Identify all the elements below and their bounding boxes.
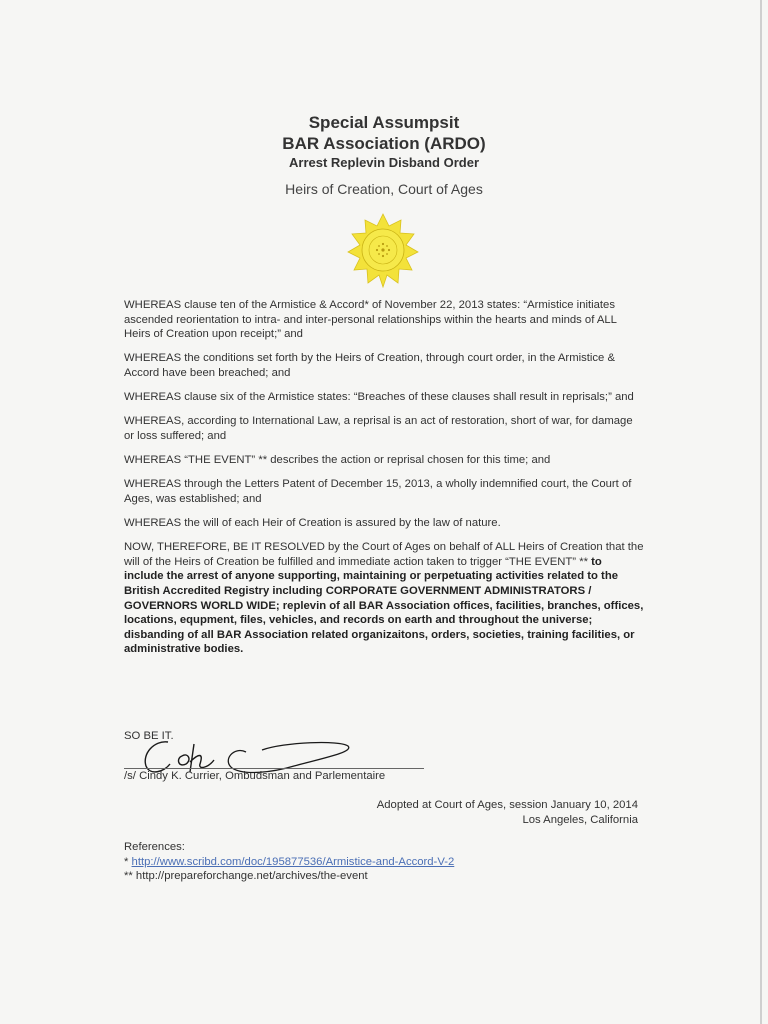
references-heading: References: (124, 841, 185, 853)
reference-1 (124, 855, 454, 870)
reference-1-link[interactable]: http://www.scribd.com/doc/195877536/Armistice-and-Accord-V-2 (131, 855, 455, 868)
title-line-1: Special Assumpsit (308, 113, 460, 132)
so-be-it: SO BE IT. (124, 730, 174, 742)
signature-block (124, 730, 544, 790)
subtitle: Heirs of Creation, Court of Ages (285, 181, 483, 197)
reference-1-marker: * (124, 855, 132, 868)
title-line-3: Arrest Replevin Disband Order (289, 155, 479, 170)
clause-4: WHEREAS, according to International Law, a reprisal is an act of restoration, short of war, for damage or loss suffered; and (124, 415, 633, 442)
document-body (124, 298, 644, 667)
clause-5: WHEREAS “THE EVENT” ** describes the action or reprisal chosen for this time; and (124, 454, 551, 467)
resolution-intro: NOW, THEREFORE, BE IT RESOLVED by the Court of Ages on behalf of ALL Heirs of Creation that the will of the Heirs of Creation be fulfilled and immediate action taken to trigger “THE EVENT” ** (124, 541, 644, 568)
references (124, 840, 454, 884)
signature-line (124, 768, 424, 769)
adoption-note (377, 798, 638, 828)
resolution (124, 540, 644, 657)
resolution-bold: to include the arrest of anyone supporting, maintaining or perpetuating activities related to the British Accredited Registry including CORPORATE GOVERNMENT ADMINISTRATORS / GOVERNORS WORLD WIDE; replevin of all BAR Association offices, facilities, branches, offices, locations, equpment, files, vehicles, and records on earth and throughout the universe; disbanding of all BAR Association related organizaitons, orders, societies, training facilities, or administrative bodies. (124, 555, 644, 656)
clause-7: WHEREAS the will of each Heir of Creation is assured by the law of nature. (124, 517, 501, 530)
adoption-line-1: Adopted at Court of Ages, session January 10, 2014 (376, 799, 638, 811)
clause-1: WHEREAS clause ten of the Armistice & Accord* of November 22, 2013 states: “Armistice initiates ascended reorientation to intra- and inter-personal relationships within the hearts and minds of ALL Heirs of Creation upon receipt;” and (124, 299, 617, 341)
clause-3: WHEREAS clause six of the Armistice states: “Breaches of these clauses shall result in reprisals;” and (124, 391, 634, 404)
title-line-2: BAR Association (ARDO) (282, 134, 486, 153)
signatory-name: /s/ Cindy K. Currier, Ombudsman and Parlementaire (124, 770, 386, 782)
gold-star-seal-icon (346, 212, 420, 288)
adoption-line-2: Los Angeles, California (522, 814, 638, 826)
document-header (0, 112, 768, 198)
clause-2: WHEREAS the conditions set forth by the Heirs of Creation, through court order, in the Armistice & Accord have been breached; and (124, 352, 616, 379)
reference-2: ** http://prepareforchange.net/archives/the-event (124, 870, 368, 883)
clause-6: WHEREAS through the Letters Patent of December 15, 2013, a wholly indemnified court, the Court of Ages, was established; and (124, 478, 632, 505)
